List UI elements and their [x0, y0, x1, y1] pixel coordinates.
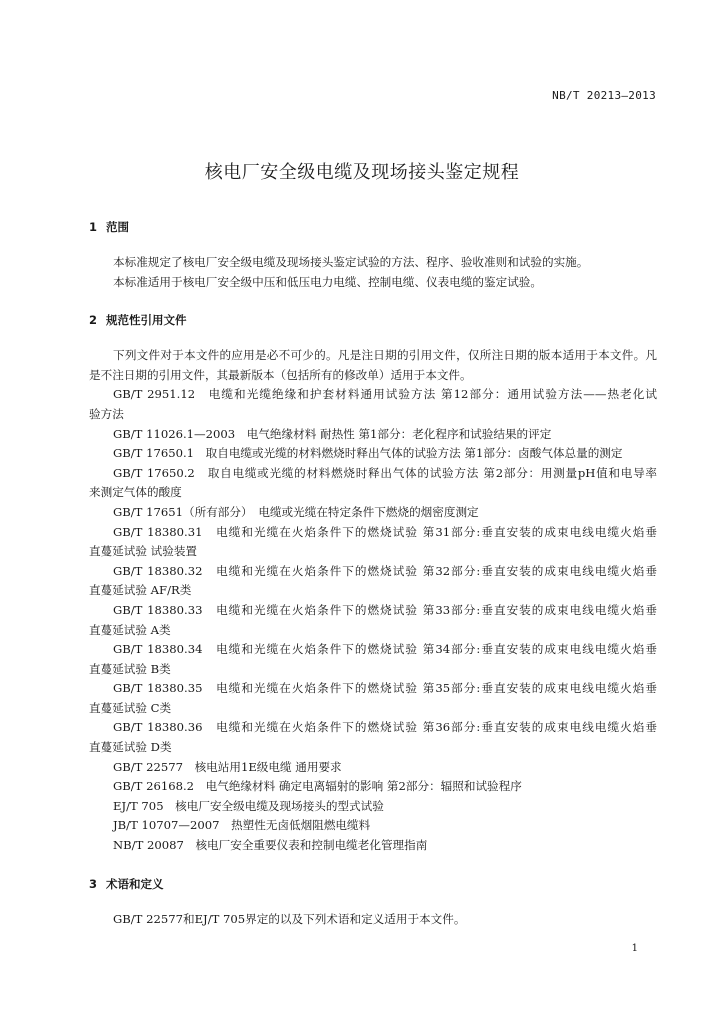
reference-text: GB/T 18380.32 电缆和光缆在火焰条件下的燃烧试验 第32部分:垂直安装的成束电线电缆火焰垂	[113, 563, 657, 578]
reference-text-continued: 来测定气体的酸度	[89, 485, 182, 500]
reference-text: JB/T 10707—2007 热塑性无卤低烟阻燃电缆料	[113, 818, 371, 833]
reference-text-continued: 验方法	[89, 406, 124, 421]
reference-item	[89, 425, 657, 445]
reference-text: GB/T 17650.2 取自电缆或光缆的材料燃烧时释出气体的试验方法 第2部分：用测量pH值和电导率	[113, 465, 657, 480]
reference-item	[89, 444, 657, 464]
reference-text: EJ/T 705 核电厂安全级电缆及现场接头的型式试验	[113, 798, 384, 813]
reference-item	[89, 836, 657, 856]
reference-text: GB/T 26168.2 电气绝缘材料 确定电离辐射的影响 第2部分：辐照和试验程序	[113, 779, 522, 794]
section-3-heading	[89, 873, 657, 895]
reference-text-continued: 直蔓延试验 C类	[89, 700, 172, 715]
reference-text: GB/T 18380.31 电缆和光缆在火焰条件下的燃烧试验 第31部分:垂直安装的成束电线电缆火焰垂	[113, 524, 657, 539]
reference-item	[89, 385, 657, 424]
reference-text: GB/T 18380.33 电缆和光缆在火焰条件下的燃烧试验 第33部分:垂直安装的成束电线电缆火焰垂	[113, 602, 657, 617]
reference-text: GB/T 18380.36 电缆和光缆在火焰条件下的燃烧试验 第36部分:垂直安装的成束电线电缆火焰垂	[113, 720, 657, 735]
reference-item	[89, 562, 657, 601]
reference-item	[89, 503, 657, 523]
references-intro: 下列文件对于本文件的应用是必不可少的。凡是注日期的引用文件，仅所注日期的版本适用于本文件。凡是不注日期的引用文件，其最新版本（包括所有的修改单）适用于本文件。	[89, 348, 657, 382]
reference-text: GB/T 22577 核电站用1E级电缆 通用要求	[113, 759, 342, 774]
reference-text-continued: 直蔓延试验 AF/R类	[89, 583, 192, 598]
section-1-heading	[89, 216, 657, 238]
reference-text-continued: 直蔓延试验 试验装置	[89, 544, 198, 559]
reference-item	[89, 816, 657, 836]
scope-paragraph: 本标准适用于核电厂安全级中压和低压电力电缆、控制电缆、仪表电缆的鉴定试验。	[113, 274, 542, 289]
section-number: 1	[89, 220, 98, 234]
reference-item	[89, 718, 657, 757]
scope-paragraph: 本标准规定了核电厂安全级电缆及现场接头鉴定试验的方法、程序、验收准则和试验的实施。	[113, 255, 589, 269]
reference-item	[89, 758, 657, 778]
reference-text: GB/T 18380.34 电缆和光缆在火焰条件下的燃烧试验 第34部分:垂直安装的成束电线电缆火焰垂	[113, 642, 657, 657]
section-title: 规范性引用文件	[106, 313, 187, 328]
section-number: 2	[89, 313, 98, 328]
reference-item	[89, 777, 657, 797]
reference-text-continued: 直蔓延试验 D类	[89, 740, 172, 755]
reference-item	[89, 797, 657, 817]
section-number: 3	[89, 876, 98, 891]
section-2-heading	[89, 309, 657, 331]
reference-text-continued: 直蔓延试验 A类	[89, 622, 171, 637]
reference-item	[89, 640, 657, 679]
reference-text: GB/T 17650.1 取自电缆或光缆的材料燃烧时释出气体的试验方法 第1部分：卤酸气体总量的测定	[113, 446, 623, 461]
page-number: 1	[631, 943, 638, 954]
reference-item	[89, 601, 657, 640]
section-title: 术语和定义	[106, 876, 164, 891]
standard-number: NB/T 20213—2013	[552, 89, 656, 102]
reference-text-continued: 直蔓延试验 B类	[89, 661, 171, 676]
reference-text: GB/T 2951.12 电缆和光缆绝缘和护套材料通用试验方法 第12部分：通用试验方法——热老化试	[113, 387, 657, 402]
reference-text: GB/T 18380.35 电缆和光缆在火焰条件下的燃烧试验 第35部分:垂直安装的成束电线电缆火焰垂	[113, 681, 657, 696]
reference-item	[89, 523, 657, 562]
document-body	[89, 216, 657, 929]
reference-text: GB/T 11026.1—2003 电气绝缘材料 耐热性 第1部分：老化程序和试验结果的评定	[113, 426, 552, 441]
section-title: 范围	[106, 220, 129, 234]
terms-paragraph: GB/T 22577和EJ/T 705界定的以及下列术语和定义适用于本文件。	[113, 911, 466, 926]
reference-text: GB/T 17651（所有部分） 电缆或光缆在特定条件下燃烧的烟密度测定	[113, 504, 479, 519]
document-title: 核电厂安全级电缆及现场接头鉴定规程	[204, 162, 520, 183]
reference-item	[89, 679, 657, 718]
reference-item	[89, 464, 657, 503]
reference-text: NB/T 20087 核电厂安全重要仪表和控制电缆老化管理指南	[113, 838, 428, 853]
